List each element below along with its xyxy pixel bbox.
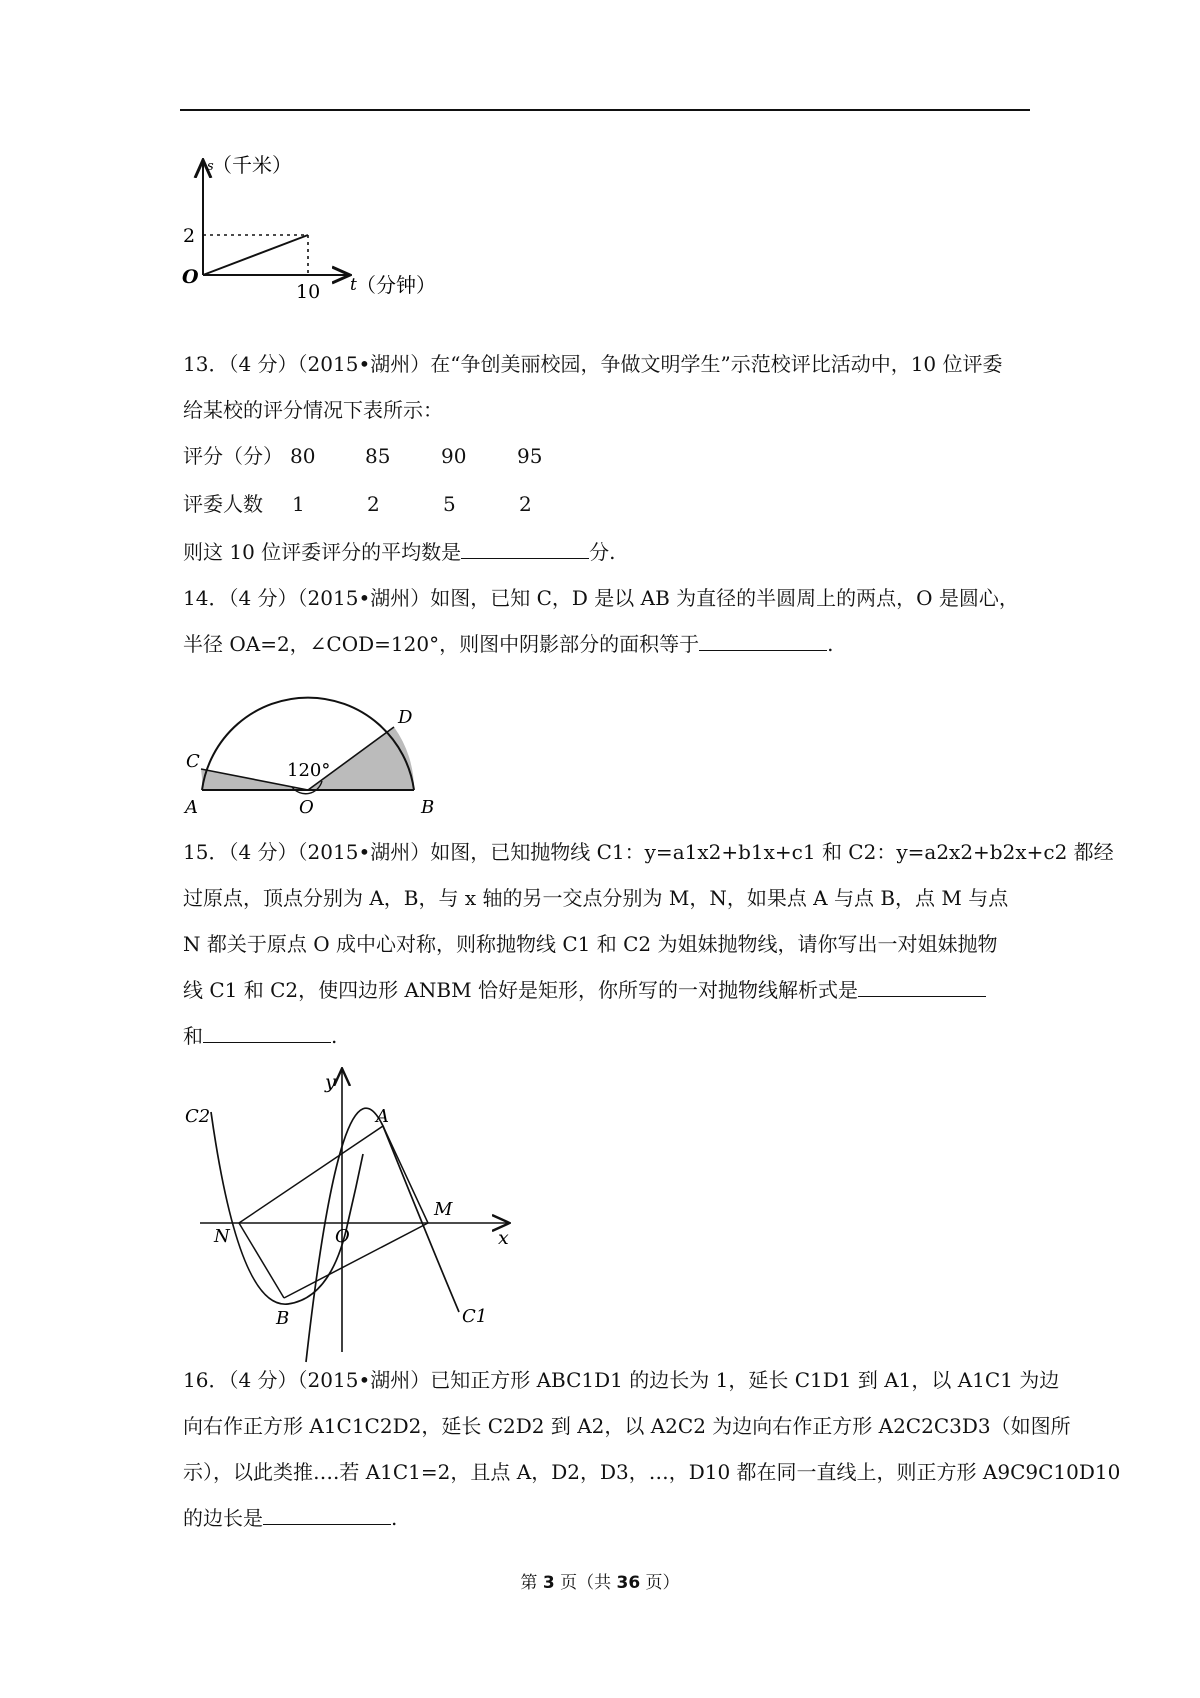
q15-text5: 和 — [183, 1024, 203, 1048]
fig12-y-var: s — [207, 159, 214, 174]
fig15-label-b: B — [276, 1308, 290, 1329]
q15-score: （4 分） — [228, 840, 298, 864]
fig12-graph — [170, 150, 470, 325]
fig12-y-unit: （千米） — [212, 153, 292, 177]
q16-answer-blank[interactable] — [263, 1506, 391, 1525]
fig14-label-c: C — [186, 751, 200, 772]
fig14-semicircle — [180, 675, 440, 820]
fig15-curve-c2 — [210, 1112, 355, 1287]
q13-score: （4 分） — [228, 352, 298, 376]
q14-line1 — [183, 584, 1019, 612]
footer-pre: 第 — [520, 1573, 543, 1593]
q13-question-end: 分. — [589, 540, 616, 564]
q15-text1: 如图，已知抛物线 C1：y=a1x2+b1x+c1 和 C2：y=a2x2+b2x+c2 都经 — [430, 840, 1114, 864]
q14-text1: 如图，已知 C，D 是以 AB 为直径的半圆周上的两点，O 是圆心， — [430, 586, 1019, 610]
q14-source: （2015•湖州） — [297, 586, 431, 610]
fig12-x-var: t — [350, 275, 357, 295]
q15-number: 15． — [183, 840, 229, 864]
fig15-rect-an — [239, 1126, 383, 1223]
q15-text5-end: . — [331, 1024, 338, 1048]
fig15-label-y: y — [325, 1071, 336, 1093]
q16-line3: 示），以此类推….若 A1C1=2，且点 A，D2，D3，…，D10 都在同一直线上，则正方形 A9C9C10D10 — [183, 1460, 1121, 1484]
q13-row1-header: 评分（分） — [183, 444, 283, 468]
q14-line2 — [183, 630, 833, 658]
q16-text1: 已知正方形 ABC1D1 的边长为 1，延长 C1D1 到 A1，以 A1C1 为边 — [430, 1368, 1060, 1392]
q16-line2: 向右作正方形 A1C1C2D2，延长 C2D2 到 A2，以 A2C2 为边向右作正方形 A2C2C3D3（如图所 — [183, 1414, 1071, 1438]
fig14-label-o: O — [299, 797, 314, 818]
q16-line4 — [183, 1504, 397, 1532]
fig12-x-unit: （分钟） — [356, 273, 436, 297]
footer-page-number: 3 — [542, 1573, 555, 1593]
fig14-label-d: D — [398, 707, 413, 728]
q14-score: （4 分） — [228, 586, 298, 610]
fig15-parabolas — [180, 1062, 520, 1357]
q13-row2-cell: 2 — [519, 492, 532, 516]
q16-line1 — [183, 1366, 1059, 1394]
q13-row1-cell: 90 — [441, 444, 467, 468]
q14-number: 14． — [183, 586, 229, 610]
q13-text1: 在“争创美丽校园，争做文明学生”示范校评比活动中，10 位评委 — [430, 352, 1003, 376]
header-rule — [180, 109, 1030, 111]
q16-source: （2015•湖州） — [297, 1368, 431, 1392]
fig15-label-m: M — [434, 1199, 453, 1220]
fig15-curve-c2-path — [211, 1112, 363, 1304]
q16-number: 16． — [183, 1368, 229, 1392]
q13-line2: 给某校的评分情况下表所示： — [183, 398, 443, 422]
fig14-label-a: A — [185, 797, 198, 818]
q13-line1 — [183, 350, 1003, 378]
fig15-label-a: A — [376, 1106, 389, 1127]
q13-row1-cell: 80 — [290, 444, 316, 468]
fig15-label-c2: C2 — [185, 1106, 211, 1127]
fig15-curve-c1 — [306, 1108, 459, 1362]
fig15-rect-nb — [239, 1223, 284, 1298]
q15-line4 — [183, 976, 986, 1004]
q15-answer-blank-2[interactable] — [203, 1024, 331, 1043]
q13-source: （2015•湖州） — [297, 352, 431, 376]
q13-question-text: 则这 10 位评委评分的平均数是 — [183, 540, 462, 564]
q14-text2: 半径 OA=2，∠COD=120°，则图中阴影部分的面积等于 — [183, 632, 700, 656]
q15-line1 — [183, 838, 1114, 866]
q15-answer-blank-1[interactable] — [858, 978, 986, 997]
q15-text4: 线 C1 和 C2，使四边形 ANBM 恰好是矩形，你所写的一对抛物线解析式是 — [183, 978, 858, 1002]
q15-line5 — [183, 1022, 337, 1050]
q16-score: （4 分） — [228, 1368, 298, 1392]
fig15-label-o: O — [335, 1226, 350, 1247]
fig12-y-tick: 2 — [183, 225, 196, 247]
q13-row1-cell: 85 — [365, 444, 391, 468]
q13-question — [183, 538, 616, 566]
page-footer — [0, 1568, 1200, 1593]
fig14-angle-label: 120° — [287, 760, 331, 781]
fig14-label-b: B — [421, 797, 435, 818]
footer-mid: 页（共 — [554, 1573, 617, 1593]
q13-row2-header: 评委人数 — [183, 492, 263, 516]
fig15-label-c1: C1 — [462, 1306, 488, 1327]
q13-number: 13． — [183, 352, 229, 376]
fig12-origin: O — [182, 266, 199, 288]
q16-text4: 的边长是 — [183, 1506, 263, 1530]
q13-row2-cell: 1 — [292, 492, 305, 516]
fig15-rect-mb — [284, 1223, 428, 1298]
q14-answer-blank[interactable] — [699, 632, 827, 651]
q13-row1-cell: 95 — [517, 444, 543, 468]
fig15-rect-am — [383, 1126, 428, 1223]
q13-answer-blank[interactable] — [461, 540, 589, 559]
q15-source: （2015•湖州） — [297, 840, 431, 864]
fig12-graph-line — [203, 235, 308, 275]
q14-text2-end: . — [827, 632, 834, 656]
q16-text4-end: . — [391, 1506, 398, 1530]
footer-total-pages: 36 — [616, 1573, 641, 1593]
fig15-label-x: x — [498, 1227, 509, 1249]
fig12-x-tick: 10 — [296, 281, 321, 303]
q15-line3: N 都关于原点 O 成中心对称，则称抛物线 C1 和 C2 为姐妹抛物线，请你写出一对姐妹抛物 — [183, 932, 998, 956]
q13-row2-cell: 2 — [367, 492, 380, 516]
fig15-label-n: N — [214, 1226, 230, 1247]
footer-post: 页） — [640, 1573, 680, 1593]
q15-line2: 过原点，顶点分别为 A，B，与 x 轴的另一交点分别为 M，N，如果点 A 与点 B，点 M 与点 — [183, 886, 1009, 910]
q13-row2-cell: 5 — [443, 492, 456, 516]
